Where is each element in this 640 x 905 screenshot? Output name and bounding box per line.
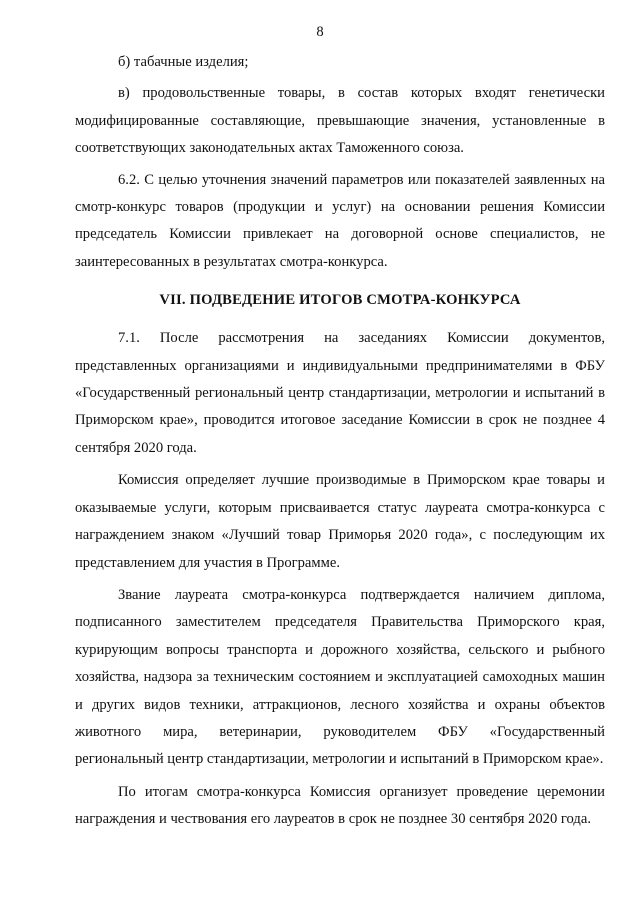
paragraph-laureate-title: Звание лауреата смотра-конкурса подтверждается наличием диплома, подписанного заместителем председателя Правительства Приморского края, курирующим вопросы транспорта и дорожного хозяйства, сельского и рыбного хозяйства, надзора за техническим состоянием и эксплуатацией самоходных машин и других видов техники, аттракционов, лесного хозяйства и охраны объектов животного мира, ветеринарии, руководителем ФБУ «Государственный региональный центр стандартизации, метрологии и испытаний в Приморском крае». [75, 586, 605, 768]
paragraph-ceremony: По итогам смотра-конкурса Комиссия организует проведение церемонии награждения и чествования его лауреатов в срок не позднее 30 сентября 2020 года. [75, 783, 605, 828]
document-body [75, 49, 605, 834]
paragraph-7-1: 7.1. После рассмотрения на заседаниях Комиссии документов, представленных организациями и индивидуальными предпринимателями в ФБУ «Государственный региональный центр стандартизации, метрологии и испытаний в Приморском крае», проводится итоговое заседание Комиссии в срок не позднее 4 сентября 2020 года. [75, 330, 605, 456]
page-number: 8 [316, 24, 324, 40]
paragraph-commission-determines: Комиссия определяет лучшие производимые в Приморском крае товары и оказываемые услуги, которым присваивается статус лауреата смотра-конкурса с награждением знаком «Лучший товар Приморья 2020 года», с последующим их представлением для участия в Программе. [75, 472, 605, 571]
paragraph-item-v: в) продовольственные товары, в состав которых входят генетически модифицированные составляющие, превышающие значения, установленные в соответствующих законодательных актах Таможенного союза. [75, 85, 605, 157]
paragraph-item-b: б) табачные изделия; [118, 54, 249, 70]
section-heading: VII. ПОДВЕДЕНИЕ ИТОГОВ СМОТРА-КОНКУРСА [159, 292, 521, 309]
paragraph-6-2: 6.2. С целью уточнения значений параметров или показателей заявленных на смотр-конкурс товаров (продукции и услуг) на основании решения Комиссии председатель Комиссии привлекает на договорной основе специалистов, не заинтересованных в результатах смотра-конкурса. [75, 171, 605, 270]
